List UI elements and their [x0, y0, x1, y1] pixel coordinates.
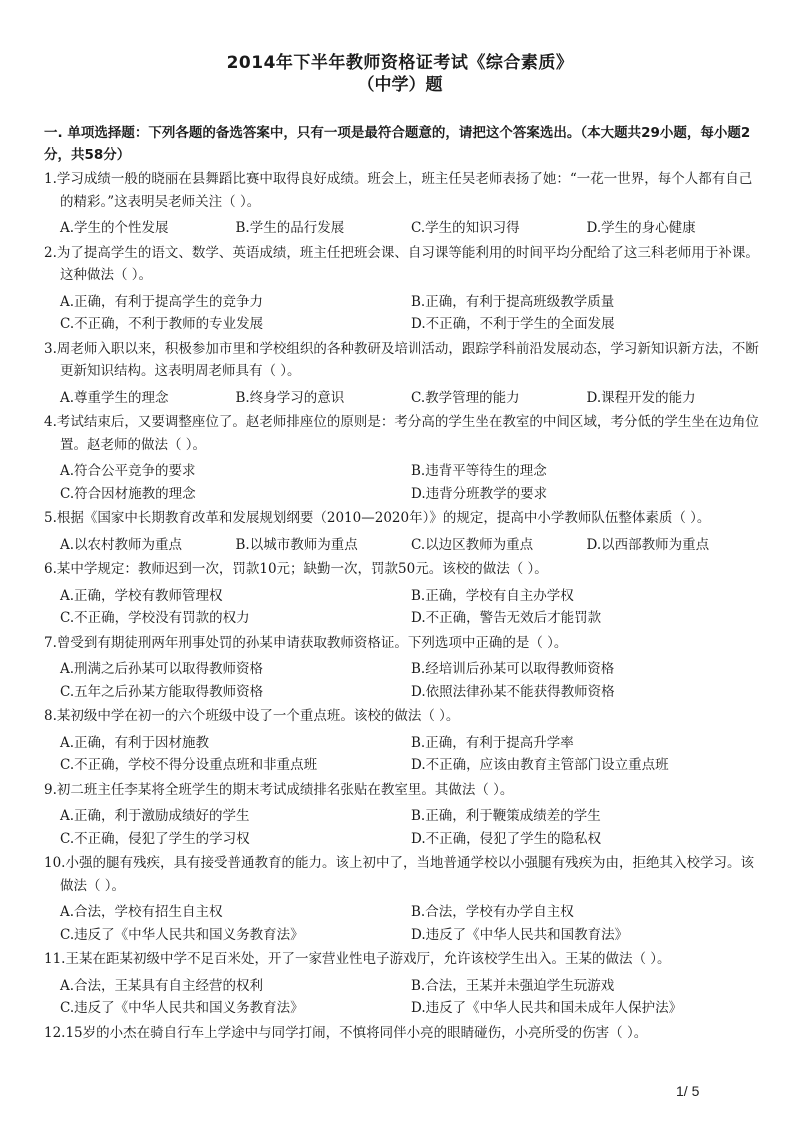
answer-option: C.违反了《中华人民共和国义务教育法》: [60, 1000, 304, 1016]
answer-option: C.学生的知识习得: [411, 220, 520, 236]
answer-option: D.违反了《中华人民共和国未成年人保护法》: [411, 1000, 683, 1016]
page-number: 1/ 5: [676, 1083, 700, 1099]
answer-option: B.正确，有利于提高班级教学质量: [411, 293, 615, 310]
question-item: [44, 705, 762, 777]
question-stem: 11.王某在距某初级中学不足百米处，开了一家营业性电子游戏厅，允许该校学生出入。王某的做法（ ）。: [44, 951, 671, 967]
question-item: [44, 948, 762, 1020]
section-heading: 一. 单项选择题：下列各题的备选答案中，只有一项是最符合题意的，请把这个答案选出。（本大题共29小题，每小题2分，共58分）: [44, 125, 751, 163]
answer-option: B.经培训后孙某可以取得教师资格: [411, 661, 615, 677]
answer-option: C.五年之后孙某方能取得教师资格: [60, 683, 264, 700]
question-stem: 5.根据《国家中长期教育改革和发展规划纲要（2010—2020年）》的规定，提高中小学教师队伍整体素质（ ）。: [44, 510, 711, 526]
answer-options: [44, 901, 762, 946]
answer-option: A.合法，王某具有自主经营的权利: [60, 977, 264, 994]
question-item: [44, 338, 762, 410]
question-stem: 1.学习成绩一般的晓丽在县舞蹈比赛中取得良好成绩。班会上，班主任吴老师表扬了她：“一花一世界，每个人都有自己的精彩。”这表明吴老师关注（ ）。: [44, 171, 753, 210]
answer-option: B.合法，王某并未强迫学生玩游戏: [411, 977, 615, 994]
answer-options: [44, 387, 762, 410]
answer-option: A.正确，有利于提高学生的竞争力: [60, 293, 264, 310]
answer-options: [44, 658, 762, 703]
question-item: [44, 779, 762, 851]
answer-option: B.终身学习的意识: [235, 389, 345, 406]
answer-option: B.正确，学校有自主办学权: [411, 587, 574, 604]
answer-options: [44, 291, 762, 336]
answer-option: D.不正确，应该由教育主管部门设立重点班: [411, 757, 669, 773]
question-stem: 9.初二班主任李某将全班学生的期末考试成绩排名张贴在教室里。其做法（ ）。: [44, 781, 514, 798]
answer-option: A.尊重学生的理念: [60, 389, 169, 406]
question-stem: 3.周老师入职以来，积极参加市里和学校组织的各种教研及培训活动，跟踪学科前沿发展动态，学习新知识新方法，不断更新知识结构。这表明周老师具有（ ）。: [44, 340, 759, 379]
answer-option: C.违反了《中华人民共和国义务教育法》: [60, 926, 304, 943]
answer-option: B.违背平等待生的理念: [411, 463, 547, 479]
answer-options: [44, 975, 762, 1020]
question-stem: 7.曾受到有期徒刑两年刑事处罚的孙某申请获取教师资格证。下列选项中正确的是（ ）。: [44, 634, 568, 651]
answer-options: [44, 732, 762, 777]
question-item: [44, 411, 762, 505]
question-item: [44, 852, 762, 946]
answer-option: C.不正确，学校不得分设重点班和非重点班: [60, 757, 318, 773]
answer-option: B.合法，学校有办学自主权: [411, 904, 574, 920]
answer-option: C.符合因材施教的理念: [60, 485, 196, 502]
document-subtitle: （中学）题: [357, 75, 443, 95]
question-stem: 2.为了提高学生的语文、数学、英语成绩，班主任把班会课、自习课等能利用的时间平均分配给了这三科老师用于补课。这种做法（ ）。: [44, 244, 759, 283]
question-stem: 8.某初级中学在初一的六个班级中设了一个重点班。该校的做法（ ）。: [44, 708, 460, 724]
answer-option: A.刑满之后孙某可以取得教师资格: [60, 661, 264, 677]
answer-option: A.符合公平竞争的要求: [60, 463, 196, 479]
question-list: [44, 168, 762, 1048]
answer-option: A.正确，利于激励成绩好的学生: [60, 808, 250, 824]
answer-option: D.违反了《中华人民共和国教育法》: [411, 926, 629, 943]
question-item: [44, 632, 762, 704]
answer-option: D.不正确，不利于学生的全面发展: [411, 316, 615, 332]
answer-option: A.正确，有利于因材施教: [60, 734, 210, 751]
question-stem: 10.小强的腿有残疾，具有接受普通教育的能力。该上初中了，当地普通学校以小强腿有残疾为由，拒绝其入校学习。该做法（ ）。: [44, 855, 754, 894]
answer-option: A.合法，学校有招生自主权: [60, 904, 223, 920]
answer-options: [44, 585, 762, 630]
answer-option: C.不正确，侵犯了学生的学习权: [60, 830, 250, 847]
answer-option: D.违背分班教学的要求: [411, 485, 548, 502]
answer-option: A.以农村教师为重点: [60, 536, 183, 553]
question-stem: 4.考试结束后，又要调整座位了。赵老师排座位的原则是：考分高的学生坐在教室的中间区域，考分低的学生坐在边角位置。赵老师的做法（ ）。: [44, 414, 759, 453]
question-item: [44, 168, 762, 240]
answer-option: B.学生的品行发展: [235, 220, 345, 236]
answer-option: A.正确，学校有教师管理权: [60, 587, 223, 604]
answer-option: B.正确，有利于提高升学率: [411, 734, 574, 751]
answer-option: D.不正确，侵犯了学生的隐私权: [411, 830, 602, 847]
answer-option: D.学生的身心健康: [586, 220, 696, 236]
answer-options: [44, 217, 762, 240]
answer-options: [44, 460, 762, 505]
answer-option: D.依照法律孙某不能获得教师资格: [411, 683, 615, 700]
question-item: [44, 1022, 762, 1045]
answer-option: C.不正确，学校没有罚款的权力: [60, 610, 250, 626]
answer-option: D.不正确，警告无效后才能罚款: [411, 610, 602, 626]
question-stem: 12.15岁的小杰在骑自行车上学途中与同学打闹，不慎将同伴小亮的眼睛碰伤，小亮所受的伤害（ ）。: [44, 1024, 648, 1041]
answer-option: B.以城市教师为重点: [235, 536, 358, 553]
question-stem: 6.某中学规定：教师迟到一次，罚款10元；缺勤一次，罚款50元。该校的做法（ ）。: [44, 561, 548, 577]
answer-option: D.课程开发的能力: [586, 389, 696, 406]
document-title: 2014年下半年教师资格证考试《综合素质》: [226, 53, 574, 73]
question-item: [44, 242, 762, 336]
question-item: [44, 507, 762, 556]
answer-options: [44, 534, 762, 557]
answer-option: C.教学管理的能力: [411, 389, 520, 406]
answer-option: B.正确，利于鞭策成绩差的学生: [411, 808, 601, 824]
answer-option: C.以边区教师为重点: [411, 536, 534, 553]
answer-options: [44, 805, 762, 850]
answer-option: A.学生的个性发展: [60, 220, 169, 236]
answer-option: C.不正确，不利于教师的专业发展: [60, 316, 264, 332]
answer-option: D.以西部教师为重点: [586, 536, 710, 553]
question-item: [44, 558, 762, 630]
